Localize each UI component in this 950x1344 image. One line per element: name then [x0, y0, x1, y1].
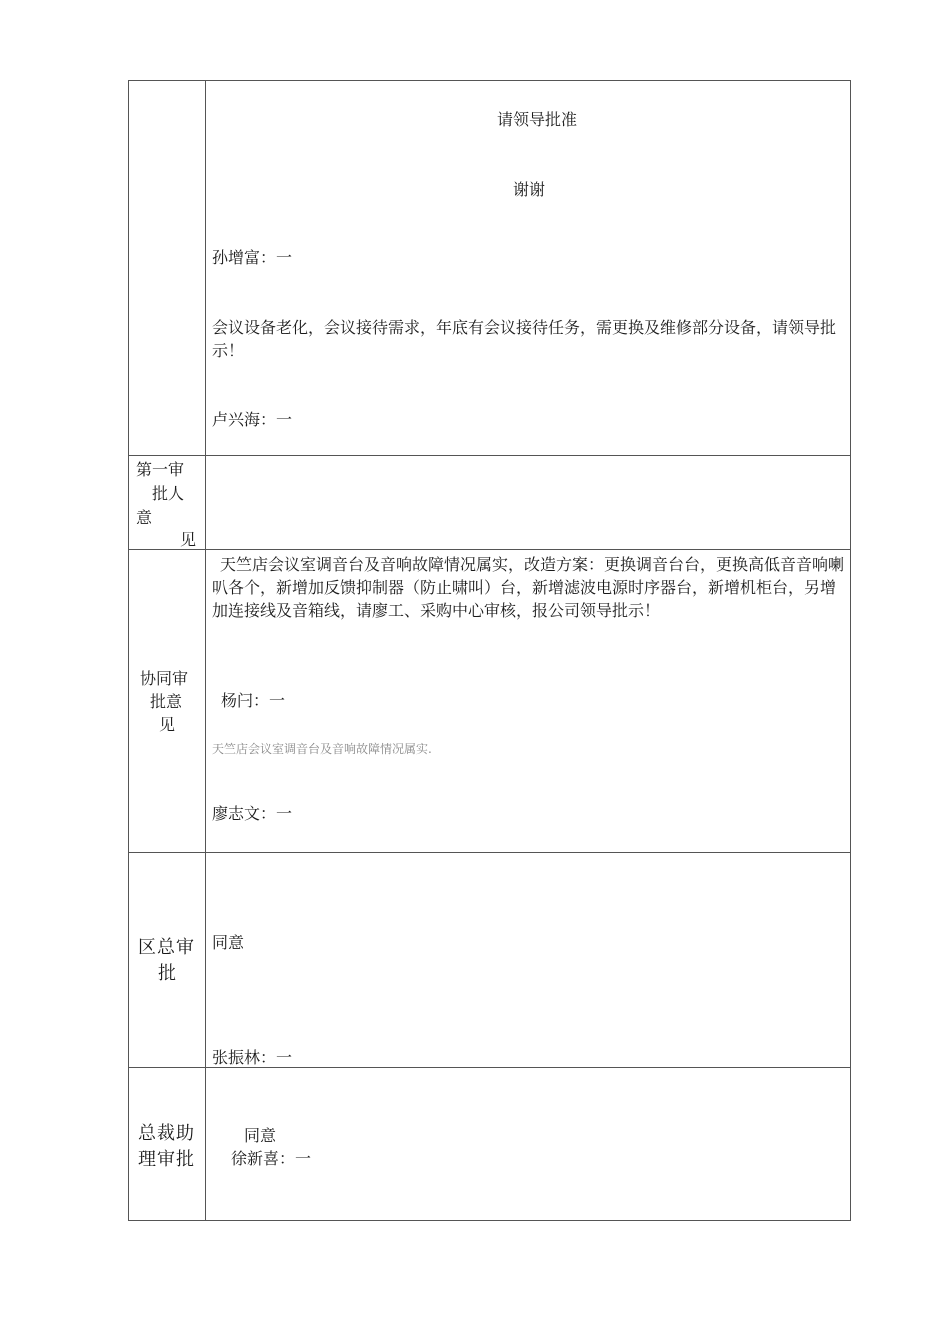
regional-approval-row [129, 853, 850, 1068]
president-assistant-content-cell [207, 1068, 850, 1220]
approval-form-table [128, 80, 851, 1221]
joint-review-note: 天竺店会议室调音台及音响故障情况属实. [212, 742, 432, 756]
joint-review-label-a: 协同审 [140, 669, 189, 688]
first-approver-label-c: 意 [136, 508, 153, 527]
request-body: 会议设备老化，会议接待需求，年底有会议接待任务，需更换及维修部分设备，请领导批示！ [212, 318, 837, 360]
joint-review-label-cell [129, 550, 206, 852]
request-line-2: 谢谢 [513, 180, 546, 199]
president-assistant-approval-row [129, 1068, 850, 1220]
request-row [129, 81, 850, 456]
first-approver-label-d: 见 [180, 530, 197, 549]
request-content-cell [207, 81, 850, 455]
joint-review-label-b: 批意 [150, 692, 183, 711]
joint-review-row [129, 550, 850, 853]
regional-approval-content-cell [207, 853, 850, 1067]
president-assistant-label-b: 理审批 [138, 1149, 195, 1170]
regional-approval-label-a: 区总审 [138, 937, 195, 958]
president-assistant-signer: 徐新喜：一 [231, 1149, 312, 1168]
president-assistant-label-a: 总裁助 [138, 1123, 195, 1144]
regional-approval-label-b: 批 [158, 963, 177, 984]
request-label-cell [129, 81, 206, 455]
first-approver-label-a: 第一审 [136, 460, 185, 479]
first-approver-content-cell [207, 456, 850, 549]
regional-approval-label-cell [129, 853, 206, 1067]
first-approver-row [129, 456, 850, 550]
request-signer-2: 卢兴海：一 [212, 410, 293, 429]
joint-review-label-c: 见 [159, 715, 176, 734]
joint-review-body: 天竺店会议室调音台及音响故障情况属实，改造方案：更换调音台台，更换高低音音响喇叭各个，新增加反馈抑制器（防止啸叫）台，新增滤波电源时序器台，新增机柜台，另增加连接线及音箱线，请廖工、采购中心审核，报公司领导批示！ [212, 555, 845, 620]
president-assistant-opinion: 同意 [244, 1126, 277, 1145]
joint-review-signer-2: 廖志文：一 [212, 804, 293, 823]
first-approver-label-cell [129, 456, 206, 549]
regional-approval-opinion: 同意 [212, 933, 245, 952]
first-approver-label-b: 批人 [152, 484, 185, 503]
request-line-1: 请领导批准 [497, 110, 578, 129]
regional-approval-signer: 张振林：一 [212, 1048, 293, 1067]
joint-review-signer-1: 杨闩：一 [221, 691, 286, 710]
joint-review-content-cell [207, 550, 850, 852]
president-assistant-label-cell [129, 1068, 206, 1220]
request-signer-1: 孙增富：一 [212, 248, 293, 267]
